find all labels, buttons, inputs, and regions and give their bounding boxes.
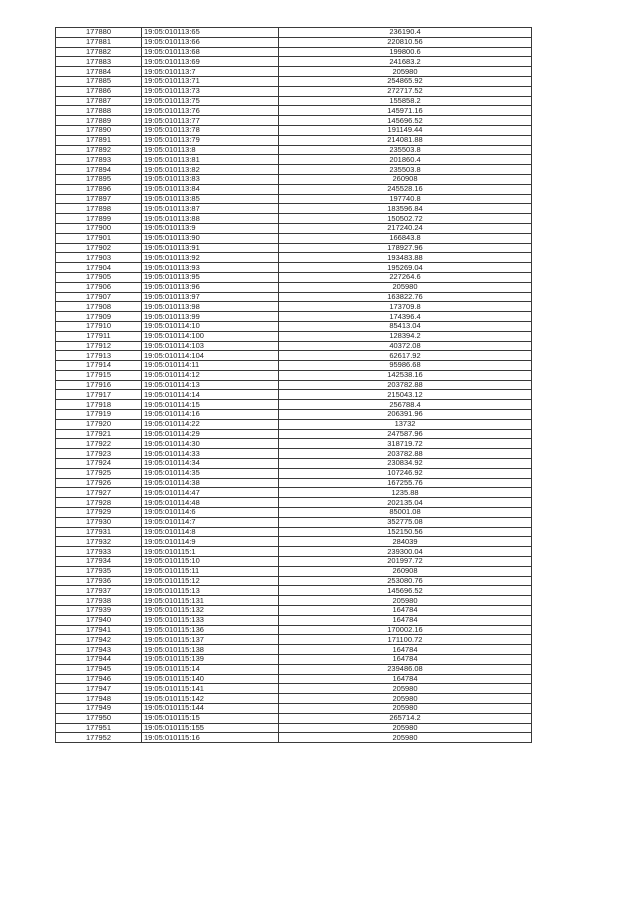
row-number-cell: 177945 (56, 664, 142, 674)
table-body (56, 28, 532, 743)
row-number-cell: 177897 (56, 194, 142, 204)
table-row (56, 116, 532, 126)
row-number-cell: 177924 (56, 459, 142, 469)
value-cell: 167255.76 (279, 478, 532, 488)
value-cell: 247587.96 (279, 429, 532, 439)
table-row (56, 635, 532, 645)
table-row (56, 194, 532, 204)
row-number-cell: 177893 (56, 155, 142, 165)
cadastral-number-cell: 19:05:010114:35 (142, 468, 279, 478)
row-number-cell: 177905 (56, 272, 142, 282)
row-number-cell: 177890 (56, 125, 142, 135)
table-row (56, 253, 532, 263)
value-cell: 201860.4 (279, 155, 532, 165)
value-cell: 205980 (279, 282, 532, 292)
value-cell: 164784 (279, 655, 532, 665)
row-number-cell: 177880 (56, 28, 142, 38)
cadastral-number-cell: 19:05:010114:13 (142, 380, 279, 390)
cadastral-number-cell: 19:05:010113:66 (142, 37, 279, 47)
table-row (56, 606, 532, 616)
table-row (56, 321, 532, 331)
table-row (56, 459, 532, 469)
table-row (56, 723, 532, 733)
cadastral-number-cell: 19:05:010113:90 (142, 233, 279, 243)
cadastral-number-cell: 19:05:010113:77 (142, 116, 279, 126)
row-number-cell: 177906 (56, 282, 142, 292)
row-number-cell: 177914 (56, 361, 142, 371)
table-row (56, 341, 532, 351)
table-row (56, 625, 532, 635)
table-row (56, 557, 532, 567)
cadastral-number-cell: 19:05:010115:137 (142, 635, 279, 645)
table-row (56, 449, 532, 459)
cadastral-number-cell: 19:05:010115:16 (142, 733, 279, 743)
table-row (56, 214, 532, 224)
table-row (56, 204, 532, 214)
row-number-cell: 177944 (56, 655, 142, 665)
value-cell: 164784 (279, 674, 532, 684)
cadastral-number-cell: 19:05:010115:138 (142, 645, 279, 655)
cadastral-number-cell: 19:05:010115:131 (142, 596, 279, 606)
row-number-cell: 177940 (56, 615, 142, 625)
table-row (56, 703, 532, 713)
row-number-cell: 177951 (56, 723, 142, 733)
value-cell: 254865.92 (279, 76, 532, 86)
row-number-cell: 177885 (56, 76, 142, 86)
value-cell: 203782.88 (279, 449, 532, 459)
row-number-cell: 177900 (56, 223, 142, 233)
row-number-cell: 177912 (56, 341, 142, 351)
row-number-cell: 177919 (56, 410, 142, 420)
value-cell: 85413.04 (279, 321, 532, 331)
row-number-cell: 177901 (56, 233, 142, 243)
row-number-cell: 177889 (56, 116, 142, 126)
table-row (56, 527, 532, 537)
cadastral-number-cell: 19:05:010114:10 (142, 321, 279, 331)
cadastral-number-cell: 19:05:010115:12 (142, 576, 279, 586)
table-row (56, 57, 532, 67)
row-number-cell: 177946 (56, 674, 142, 684)
value-cell: 166843.8 (279, 233, 532, 243)
cadastral-number-cell: 19:05:010113:91 (142, 243, 279, 253)
cadastral-number-cell: 19:05:010114:16 (142, 410, 279, 420)
value-cell: 284039 (279, 537, 532, 547)
value-cell: 128394.2 (279, 331, 532, 341)
value-cell: 256788.4 (279, 400, 532, 410)
row-number-cell: 177896 (56, 184, 142, 194)
value-cell: 195269.04 (279, 263, 532, 273)
table-row (56, 263, 532, 273)
table-row (56, 312, 532, 322)
value-cell: 164784 (279, 645, 532, 655)
value-cell: 205980 (279, 703, 532, 713)
value-cell: 164784 (279, 606, 532, 616)
cadastral-number-cell: 19:05:010115:13 (142, 586, 279, 596)
row-number-cell: 177932 (56, 537, 142, 547)
row-number-cell: 177926 (56, 478, 142, 488)
value-cell: 202135.04 (279, 498, 532, 508)
value-cell: 352775.08 (279, 517, 532, 527)
row-number-cell: 177950 (56, 713, 142, 723)
cadastral-number-cell: 19:05:010113:97 (142, 292, 279, 302)
value-cell: 13732 (279, 419, 532, 429)
row-number-cell: 177936 (56, 576, 142, 586)
cadastral-number-cell: 19:05:010115:136 (142, 625, 279, 635)
cadastral-number-cell: 19:05:010115:142 (142, 694, 279, 704)
cadastral-number-cell: 19:05:010113:98 (142, 302, 279, 312)
value-cell: 173709.8 (279, 302, 532, 312)
cadastral-number-cell: 19:05:010114:104 (142, 351, 279, 361)
row-number-cell: 177922 (56, 439, 142, 449)
cadastral-number-cell: 19:05:010113:73 (142, 86, 279, 96)
value-cell: 203782.88 (279, 380, 532, 390)
row-number-cell: 177928 (56, 498, 142, 508)
table-row (56, 272, 532, 282)
row-number-cell: 177909 (56, 312, 142, 322)
row-number-cell: 177923 (56, 449, 142, 459)
value-cell: 95986.68 (279, 361, 532, 371)
value-cell: 197740.8 (279, 194, 532, 204)
cadastral-number-cell: 19:05:010114:9 (142, 537, 279, 547)
table-row (56, 684, 532, 694)
table-row (56, 713, 532, 723)
value-cell: 164784 (279, 615, 532, 625)
cadastral-number-cell: 19:05:010115:15 (142, 713, 279, 723)
row-number-cell: 177882 (56, 47, 142, 57)
row-number-cell: 177949 (56, 703, 142, 713)
row-number-cell: 177884 (56, 67, 142, 77)
table-row (56, 498, 532, 508)
cadastral-number-cell: 19:05:010114:29 (142, 429, 279, 439)
row-number-cell: 177886 (56, 86, 142, 96)
cadastral-number-cell: 19:05:010113:9 (142, 223, 279, 233)
cadastral-number-cell: 19:05:010113:81 (142, 155, 279, 165)
table-row (56, 547, 532, 557)
row-number-cell: 177942 (56, 635, 142, 645)
table-row (56, 76, 532, 86)
value-cell: 215043.12 (279, 390, 532, 400)
cadastral-number-cell: 19:05:010113:85 (142, 194, 279, 204)
value-cell: 62617.92 (279, 351, 532, 361)
table-row (56, 155, 532, 165)
row-number-cell: 177941 (56, 625, 142, 635)
row-number-cell: 177917 (56, 390, 142, 400)
table-row (56, 488, 532, 498)
table-row (56, 282, 532, 292)
table-row (56, 537, 532, 547)
table-row (56, 223, 532, 233)
value-cell: 205980 (279, 67, 532, 77)
cadastral-number-cell: 19:05:010113:88 (142, 214, 279, 224)
row-number-cell: 177925 (56, 468, 142, 478)
value-cell: 205980 (279, 733, 532, 743)
value-cell: 220810.56 (279, 37, 532, 47)
value-cell: 239300.04 (279, 547, 532, 557)
value-cell: 199800.6 (279, 47, 532, 57)
value-cell: 152150.56 (279, 527, 532, 537)
row-number-cell: 177918 (56, 400, 142, 410)
row-number-cell: 177938 (56, 596, 142, 606)
table-row (56, 37, 532, 47)
table-row (56, 400, 532, 410)
value-cell: 205980 (279, 684, 532, 694)
cadastral-number-cell: 19:05:010115:139 (142, 655, 279, 665)
cadastral-number-cell: 19:05:010113:69 (142, 57, 279, 67)
row-number-cell: 177948 (56, 694, 142, 704)
table-row (56, 517, 532, 527)
cadastral-number-cell: 19:05:010113:65 (142, 28, 279, 38)
row-number-cell: 177934 (56, 557, 142, 567)
table-row (56, 615, 532, 625)
cadastral-number-cell: 19:05:010114:11 (142, 361, 279, 371)
value-cell: 205980 (279, 723, 532, 733)
value-cell: 214081.88 (279, 135, 532, 145)
table-row (56, 645, 532, 655)
row-number-cell: 177895 (56, 174, 142, 184)
table-row (56, 586, 532, 596)
table-row (56, 184, 532, 194)
cadastral-number-cell: 19:05:010113:7 (142, 67, 279, 77)
row-number-cell: 177915 (56, 370, 142, 380)
value-cell: 318719.72 (279, 439, 532, 449)
cadastral-number-cell: 19:05:010113:95 (142, 272, 279, 282)
table-row (56, 67, 532, 77)
value-cell: 191149.44 (279, 125, 532, 135)
table-row (56, 86, 532, 96)
table-row (56, 566, 532, 576)
row-number-cell: 177913 (56, 351, 142, 361)
cadastral-number-cell: 19:05:010113:87 (142, 204, 279, 214)
row-number-cell: 177888 (56, 106, 142, 116)
row-number-cell: 177916 (56, 380, 142, 390)
table-row (56, 233, 532, 243)
row-number-cell: 177894 (56, 165, 142, 175)
cadastral-number-cell: 19:05:010113:76 (142, 106, 279, 116)
value-cell: 205980 (279, 596, 532, 606)
table-row (56, 674, 532, 684)
table-row (56, 125, 532, 135)
value-cell: 145696.52 (279, 116, 532, 126)
cadastral-number-cell: 19:05:010113:84 (142, 184, 279, 194)
value-cell: 235503.8 (279, 165, 532, 175)
row-number-cell: 177911 (56, 331, 142, 341)
value-cell: 253080.76 (279, 576, 532, 586)
row-number-cell: 177933 (56, 547, 142, 557)
row-number-cell: 177891 (56, 135, 142, 145)
cadastral-number-cell: 19:05:010115:144 (142, 703, 279, 713)
row-number-cell: 177887 (56, 96, 142, 106)
value-cell: 206391.96 (279, 410, 532, 420)
data-table (55, 27, 532, 743)
table-row (56, 135, 532, 145)
row-number-cell: 177903 (56, 253, 142, 263)
table-row (56, 733, 532, 743)
value-cell: 145971.16 (279, 106, 532, 116)
row-number-cell: 177892 (56, 145, 142, 155)
value-cell: 236190.4 (279, 28, 532, 38)
row-number-cell: 177935 (56, 566, 142, 576)
value-cell: 171100.72 (279, 635, 532, 645)
cadastral-number-cell: 19:05:010114:100 (142, 331, 279, 341)
row-number-cell: 177937 (56, 586, 142, 596)
cadastral-number-cell: 19:05:010114:15 (142, 400, 279, 410)
table-row (56, 361, 532, 371)
value-cell: 107246.92 (279, 468, 532, 478)
table-row (56, 165, 532, 175)
cadastral-number-cell: 19:05:010113:78 (142, 125, 279, 135)
row-number-cell: 177883 (56, 57, 142, 67)
table-row (56, 331, 532, 341)
value-cell: 239486.08 (279, 664, 532, 674)
value-cell: 205980 (279, 694, 532, 704)
value-cell: 142538.16 (279, 370, 532, 380)
table-row (56, 28, 532, 38)
cadastral-number-cell: 19:05:010115:155 (142, 723, 279, 733)
value-cell: 150502.72 (279, 214, 532, 224)
table-row (56, 596, 532, 606)
cadastral-number-cell: 19:05:010114:22 (142, 419, 279, 429)
row-number-cell: 177943 (56, 645, 142, 655)
table-row (56, 429, 532, 439)
cadastral-number-cell: 19:05:010114:6 (142, 508, 279, 518)
cadastral-number-cell: 19:05:010114:8 (142, 527, 279, 537)
cadastral-number-cell: 19:05:010113:99 (142, 312, 279, 322)
value-cell: 217240.24 (279, 223, 532, 233)
value-cell: 145696.52 (279, 586, 532, 596)
table-row (56, 419, 532, 429)
table-row (56, 302, 532, 312)
value-cell: 163822.76 (279, 292, 532, 302)
row-number-cell: 177910 (56, 321, 142, 331)
value-cell: 174396.4 (279, 312, 532, 322)
cadastral-number-cell: 19:05:010114:103 (142, 341, 279, 351)
row-number-cell: 177898 (56, 204, 142, 214)
table-row (56, 351, 532, 361)
value-cell: 193483.88 (279, 253, 532, 263)
value-cell: 85001.08 (279, 508, 532, 518)
value-cell: 272717.52 (279, 86, 532, 96)
cadastral-number-cell: 19:05:010114:30 (142, 439, 279, 449)
row-number-cell: 177904 (56, 263, 142, 273)
value-cell: 235503.8 (279, 145, 532, 155)
table-row (56, 243, 532, 253)
table-row (56, 380, 532, 390)
cadastral-number-cell: 19:05:010113:8 (142, 145, 279, 155)
table-row (56, 174, 532, 184)
value-cell: 170002.16 (279, 625, 532, 635)
value-cell: 265714.2 (279, 713, 532, 723)
cadastral-number-cell: 19:05:010113:82 (142, 165, 279, 175)
cadastral-number-cell: 19:05:010114:38 (142, 478, 279, 488)
table-row (56, 292, 532, 302)
table-row (56, 664, 532, 674)
table-row (56, 106, 532, 116)
cadastral-number-cell: 19:05:010113:75 (142, 96, 279, 106)
row-number-cell: 177902 (56, 243, 142, 253)
cadastral-number-cell: 19:05:010114:48 (142, 498, 279, 508)
cadastral-number-cell: 19:05:010114:12 (142, 370, 279, 380)
cadastral-number-cell: 19:05:010114:33 (142, 449, 279, 459)
cadastral-number-cell: 19:05:010114:7 (142, 517, 279, 527)
cadastral-number-cell: 19:05:010114:34 (142, 459, 279, 469)
row-number-cell: 177920 (56, 419, 142, 429)
value-cell: 178927.96 (279, 243, 532, 253)
cadastral-number-cell: 19:05:010113:71 (142, 76, 279, 86)
table-row (56, 410, 532, 420)
row-number-cell: 177929 (56, 508, 142, 518)
row-number-cell: 177931 (56, 527, 142, 537)
cadastral-number-cell: 19:05:010113:96 (142, 282, 279, 292)
table-row (56, 145, 532, 155)
value-cell: 201997.72 (279, 557, 532, 567)
row-number-cell: 177939 (56, 606, 142, 616)
row-number-cell: 177908 (56, 302, 142, 312)
row-number-cell: 177927 (56, 488, 142, 498)
cadastral-number-cell: 19:05:010115:133 (142, 615, 279, 625)
cadastral-number-cell: 19:05:010115:141 (142, 684, 279, 694)
row-number-cell: 177947 (56, 684, 142, 694)
row-number-cell: 177921 (56, 429, 142, 439)
table-row (56, 468, 532, 478)
cadastral-number-cell: 19:05:010113:79 (142, 135, 279, 145)
cadastral-number-cell: 19:05:010113:68 (142, 47, 279, 57)
value-cell: 183596.84 (279, 204, 532, 214)
value-cell: 1235.88 (279, 488, 532, 498)
cadastral-number-cell: 19:05:010115:10 (142, 557, 279, 567)
table-row (56, 47, 532, 57)
row-number-cell: 177899 (56, 214, 142, 224)
row-number-cell: 177907 (56, 292, 142, 302)
row-number-cell: 177930 (56, 517, 142, 527)
cadastral-number-cell: 19:05:010115:140 (142, 674, 279, 684)
table-row (56, 370, 532, 380)
value-cell: 241683.2 (279, 57, 532, 67)
table-row (56, 390, 532, 400)
table-row (56, 576, 532, 586)
value-cell: 227264.6 (279, 272, 532, 282)
cadastral-number-cell: 19:05:010115:132 (142, 606, 279, 616)
value-cell: 40372.08 (279, 341, 532, 351)
row-number-cell: 177881 (56, 37, 142, 47)
cadastral-number-cell: 19:05:010113:92 (142, 253, 279, 263)
cadastral-number-cell: 19:05:010114:47 (142, 488, 279, 498)
value-cell: 230834.92 (279, 459, 532, 469)
cadastral-number-cell: 19:05:010115:11 (142, 566, 279, 576)
cadastral-number-cell: 19:05:010114:14 (142, 390, 279, 400)
row-number-cell: 177952 (56, 733, 142, 743)
cadastral-number-cell: 19:05:010115:1 (142, 547, 279, 557)
table-row (56, 508, 532, 518)
table-row (56, 96, 532, 106)
cadastral-number-cell: 19:05:010113:83 (142, 174, 279, 184)
value-cell: 260908 (279, 174, 532, 184)
value-cell: 260908 (279, 566, 532, 576)
cadastral-number-cell: 19:05:010115:14 (142, 664, 279, 674)
table-row (56, 439, 532, 449)
table-row (56, 478, 532, 488)
value-cell: 155858.2 (279, 96, 532, 106)
cadastral-number-cell: 19:05:010113:93 (142, 263, 279, 273)
table-row (56, 655, 532, 665)
value-cell: 245528.16 (279, 184, 532, 194)
table-row (56, 694, 532, 704)
